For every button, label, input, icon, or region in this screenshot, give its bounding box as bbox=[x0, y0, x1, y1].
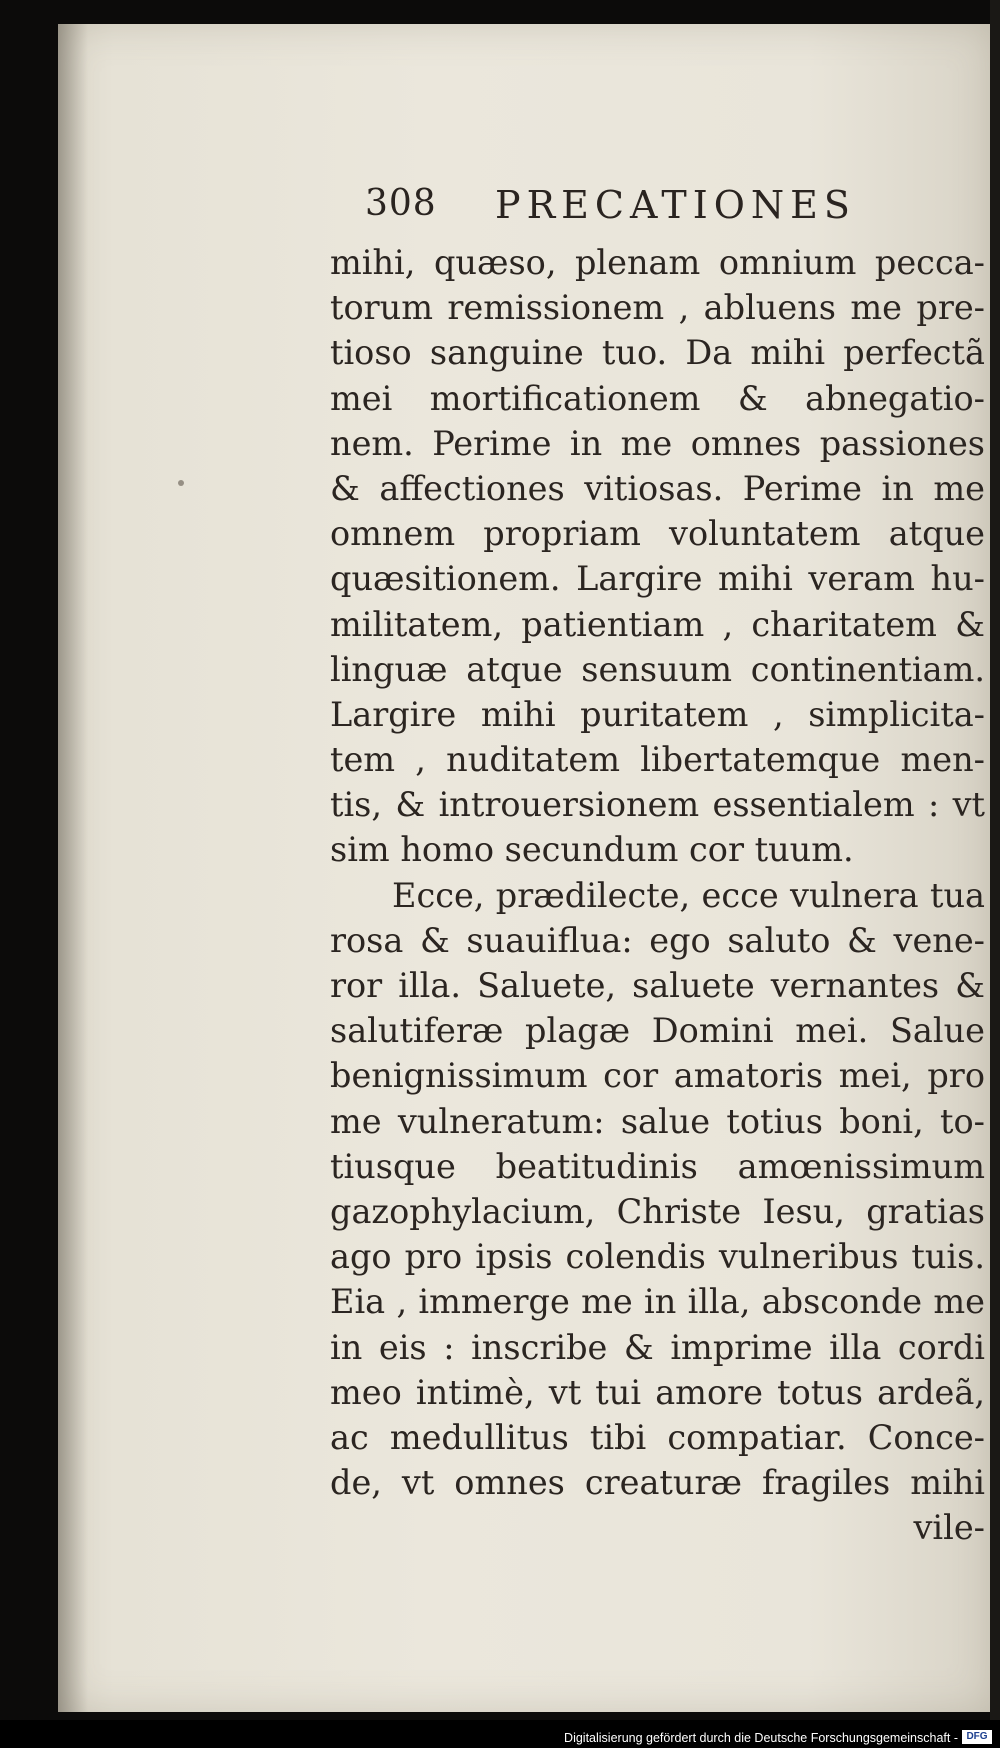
text-line: & affectiones vitiosas. Perime in me bbox=[330, 468, 985, 508]
text-line: tiusque beatitudinis amœnissimum bbox=[330, 1146, 985, 1186]
text-line: tioso sanguine tuo. Da mihi perfectã bbox=[330, 333, 985, 373]
text-line: omnem propriam voluntatem atque bbox=[330, 514, 985, 554]
text-line: linguæ atque sensuum continentiam. bbox=[330, 649, 985, 689]
text-line: quæsitionem. Largire mihi veram hu- bbox=[330, 559, 985, 599]
text-line: salutiferæ plagæ Domini mei. Salue bbox=[330, 1011, 985, 1051]
page-edge bbox=[990, 0, 1000, 1748]
page-header bbox=[365, 183, 885, 233]
text-line: militatem, patientiam , charitatem & bbox=[330, 604, 985, 644]
text-line: ror illa. Saluete, saluete vernantes & bbox=[330, 966, 985, 1005]
text-line: ago pro ipsis colendis vulneribus tuis. bbox=[330, 1237, 985, 1277]
running-head: PRECATIONES bbox=[495, 183, 856, 227]
text-line: benignissimum cor amatoris mei, pro bbox=[330, 1056, 985, 1096]
dfg-logo-icon: DFG bbox=[962, 1730, 992, 1744]
text-line: mihi, quæso, plenam omnium pecca- bbox=[330, 243, 985, 282]
paper-spot bbox=[178, 480, 184, 486]
text-line: mei mortificationem & abnegatio- bbox=[330, 378, 985, 418]
text-line: ac medullitus tibi compatiar. Conce- bbox=[330, 1417, 985, 1457]
text-line: meo intimè, vt tui amore totus ardeã, bbox=[330, 1372, 985, 1412]
text-line: in eis : inscribe & imprime illa cordi bbox=[330, 1327, 985, 1367]
text-line: Largire mihi puritatem , simplicita- bbox=[330, 694, 985, 734]
text-line: tis, & introuersionem essentialem : vt bbox=[330, 785, 985, 825]
gutter-shadow bbox=[58, 24, 88, 1712]
text-line: nem. Perime in me omnes passiones bbox=[330, 423, 985, 463]
text-line: torum remissionem , abluens me pre- bbox=[330, 288, 985, 328]
text-line: rosa & suauiflua: ego saluto & vene- bbox=[330, 920, 985, 960]
page-number: 308 bbox=[365, 183, 437, 224]
text-line: de, vt omnes creaturæ fragiles mihi bbox=[330, 1463, 985, 1503]
catchword: vile- bbox=[913, 1508, 985, 1548]
paragraph-end-line: sim homo secundum cor tuum. bbox=[330, 830, 854, 870]
text-line: Eia , immerge me in illa, absconde me bbox=[330, 1282, 985, 1322]
body-text bbox=[330, 240, 985, 1550]
text-line: gazophylacium, Christe Iesu, gratias bbox=[330, 1191, 985, 1231]
digitization-credit: Digitalisierung gefördert durch die Deutsche Forschungsgemeinschaft - bbox=[564, 1731, 958, 1745]
text-line: me vulneratum: salue totius boni, to- bbox=[330, 1101, 985, 1141]
text-line: tem , nuditatem libertatemque men- bbox=[330, 740, 985, 780]
paragraph-start-line: Ecce, prædilecte, ecce vulnera tua bbox=[392, 875, 985, 915]
